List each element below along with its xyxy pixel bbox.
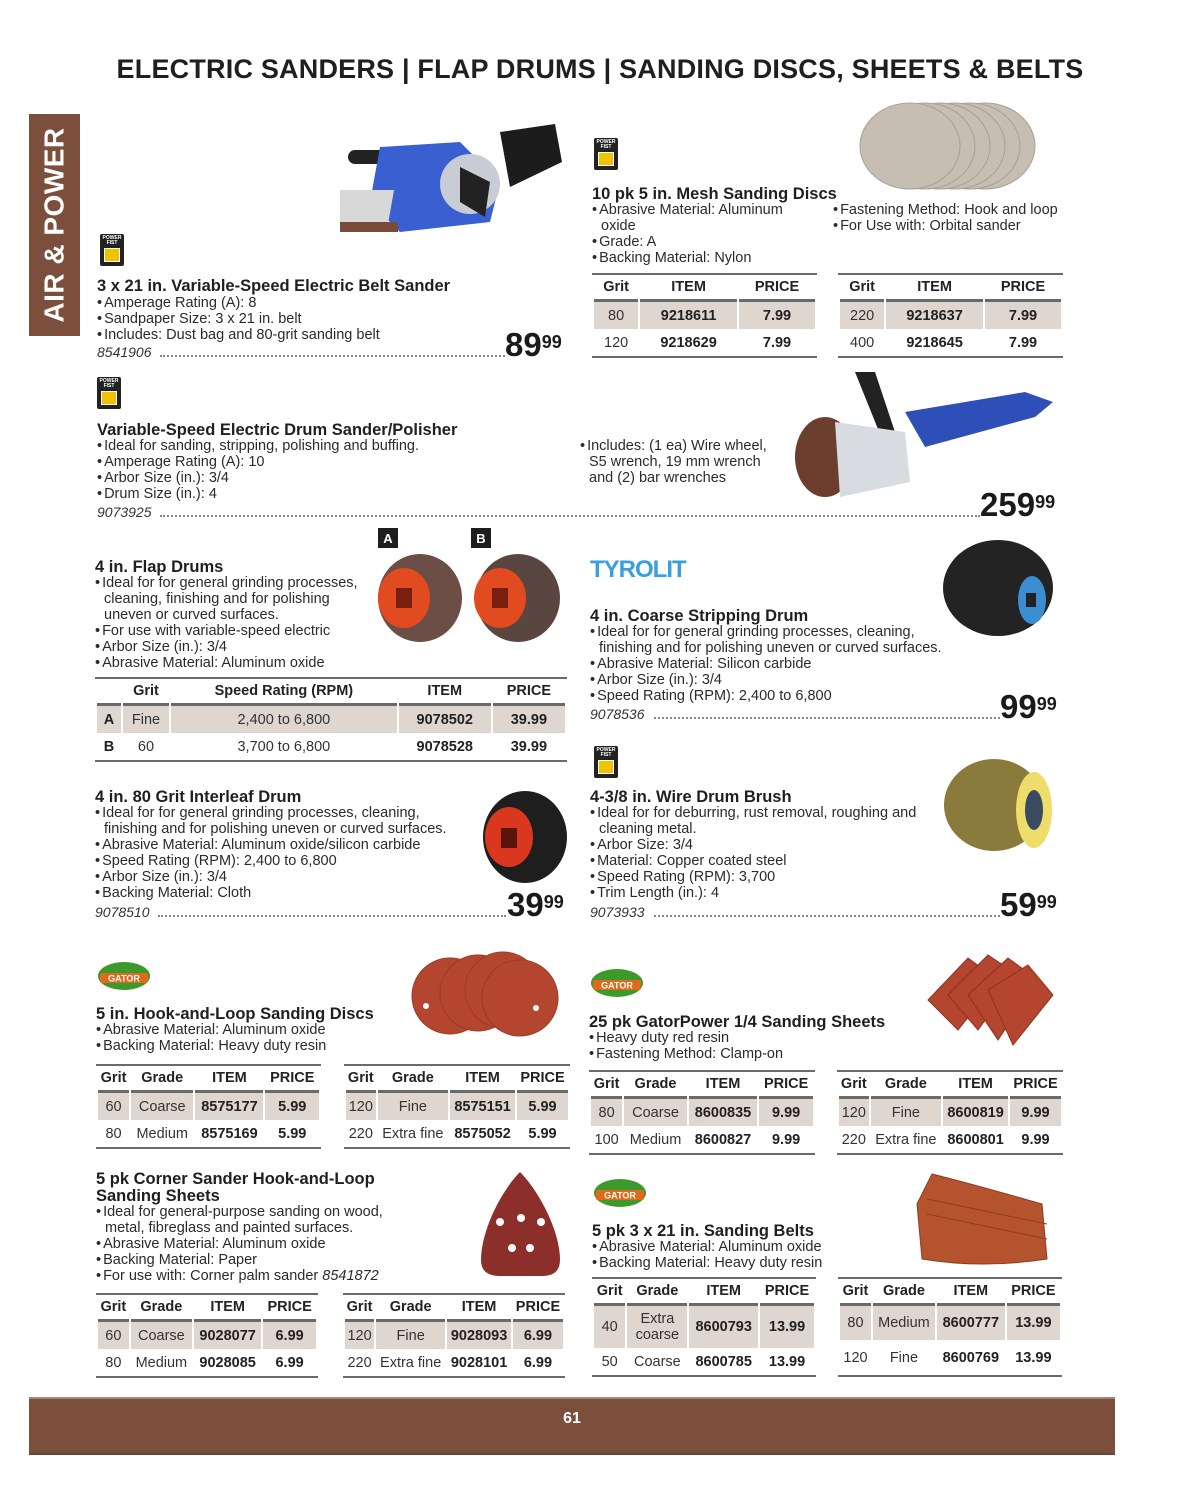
table-row: B 60 3,700 to 6,800 9078528 39.99: [103, 738, 548, 755]
svg-text:GATOR: GATOR: [601, 980, 633, 991]
product-bullets: • Ideal for for general grinding processes, cleaning, finishing and for polishing uneven or curved surfaces. • Abrasive Material: Aluminum oxide/silicon carbide • Speed Rating (RPM): 2,400 to 6,800 • Arbor Size (in.): 3/4 • Backing Material: Cloth: [95, 805, 475, 901]
table-row: 400 9218645 7.99: [850, 334, 1038, 351]
product-bullets: • Ideal for for general grinding processes, cleaning, finishing and for polishing uneven or curved surfaces. • Abrasive Material: Silicon carbide • Arbor Size (in.): 3/4 • Speed Rating (RPM): 2,400 to 6,800: [590, 624, 960, 704]
price: $89^{99}$: [505, 326, 562, 363]
image-label-b: B: [471, 528, 491, 548]
table-row: 220 Extra fine 8600801 9.99: [841, 1131, 1050, 1148]
spec-table-right: Grit Grade ITEM PRICE 120 Fine 8600819 9.99 220 Extra fine 8600801 9.99: [837, 1070, 1063, 1155]
flap-drum-b-image: [468, 552, 560, 644]
table-row: A Fine 2,400 to 6,800 9078502 39.99: [97, 706, 565, 733]
product-bullets: • Ideal for for deburring, rust removal, roughing and cleaning metal. • Arbor Size: 3/4 • Material: Copper coated steel • Speed Rating (RPM): 3,700 • Trim Length (in.): 4: [590, 805, 920, 901]
product-bullets: • Ideal for general-purpose sanding on wood, metal, fibreglass and painted surfaces. • Abrasive Material: Aluminum oxide • Backing Material: Paper • For use with: Corner palm sander 8541872: [96, 1204, 406, 1284]
hl-discs-image: [408, 948, 563, 1043]
powerfist-logo-icon: POWER FIST: [100, 234, 124, 266]
product-name: 4 in. Flap Drums: [95, 558, 224, 576]
product-name: 25 pk GatorPower 1/4 Sanding Sheets: [589, 1013, 886, 1031]
table-row: 120 Fine 8600769 13.99: [843, 1349, 1052, 1366]
powerfist-logo-icon: POWER FIST: [594, 746, 618, 778]
spec-table-right: Grit Grade ITEM PRICE 80 Medium 8600777 13.99 120 Fine 8600769 13.99: [838, 1277, 1062, 1377]
table-row: 80 Medium 9028085 6.99: [105, 1354, 304, 1371]
table-row: 60 Coarse 8575177 5.99: [98, 1093, 319, 1120]
table-row: 220 Extra fine 8575052 5.99: [348, 1125, 557, 1142]
leader-dots: [654, 915, 1000, 917]
price: $99^{99}$: [1000, 688, 1057, 725]
product-bullets: • Abrasive Material: Aluminum oxide • Grade: A • Backing Material: Nylon: [592, 202, 792, 266]
table-row: 220 Extra fine 9028101 6.99: [347, 1354, 553, 1371]
belt-sander-image: [340, 122, 570, 250]
table-row: 80 Medium 8600777 13.99: [840, 1306, 1060, 1340]
product-name: 5 pk 3 x 21 in. Sanding Belts: [592, 1222, 814, 1240]
product-name: 5 pk Corner Sander Hook-and-Loop: [96, 1170, 375, 1188]
mesh-discs-image: [855, 102, 1040, 190]
stripping-drum-image: [940, 538, 1058, 638]
tyrolit-logo-icon: TYROLIT: [590, 556, 686, 583]
product-bullets: • Abrasive Material: Aluminum oxide • Backing Material: Heavy duty resin: [592, 1239, 892, 1271]
leader-dots: [654, 717, 1000, 719]
section-tab: [29, 114, 80, 336]
product-name-line2: Sanding Sheets: [96, 1187, 220, 1205]
price: $39^{99}$: [507, 886, 564, 923]
product-bullets: • Fastening Method: Hook and loop • For Use with: Orbital sander: [833, 202, 1063, 234]
powerfist-logo-icon: POWER FIST: [594, 138, 618, 170]
product-bullets: • Ideal for for general grinding processes, cleaning, finishing and for polishing uneven or curved surfaces. • For use with variable-speed electric • Arbor Size (in.): 3/4 • Abrasive Material: Aluminum oxide: [95, 575, 375, 671]
product-name: 5 in. Hook-and-Loop Sanding Discs: [96, 1005, 374, 1023]
spec-table-right: Grit ITEM PRICE 220 9218637 7.99 400 9218645 7.99: [838, 273, 1063, 358]
product-name: 4 in. Coarse Stripping Drum: [590, 607, 809, 625]
spec-table-left: Grit Grade ITEM PRICE 40 Extra coarse 8600793 13.99 50 Coarse 8600785 13.99: [592, 1277, 816, 1377]
leader-dots: [160, 515, 980, 517]
leader-dots: [158, 915, 506, 917]
product-name: 3 x 21 in. Variable-Speed Electric Belt Sander: [97, 277, 451, 295]
sku: 9073933: [590, 904, 645, 920]
product-bullets: • Abrasive Material: Aluminum oxide • Backing Material: Heavy duty resin: [96, 1022, 396, 1054]
sku: 9078510: [95, 904, 150, 920]
product-name: 4 in. 80 Grit Interleaf Drum: [95, 788, 302, 806]
sku: 9073925: [97, 504, 152, 520]
spec-table-right: Grit Grade ITEM PRICE 120 Fine 9028093 6.99 220 Extra fine 9028101 6.99: [343, 1293, 565, 1378]
spec-table-left: Grit ITEM PRICE 80 9218611 7.99 120 9218629 7.99: [592, 273, 817, 358]
spec-table-left: Grit Grade ITEM PRICE 60 Coarse 8575177 5.99 80 Medium 8575169 5.99: [96, 1064, 321, 1149]
interleaf-drum-image: [475, 790, 570, 885]
table-row: 220 9218637 7.99: [840, 302, 1061, 329]
table-row: 120 Fine 9028093 6.99: [345, 1322, 563, 1349]
product-bullets: • Ideal for sanding, stripping, polishing and buffing. • Amperage Rating (A): 10 • Arbor Size (in.): 3/4 • Drum Size (in.): 4: [97, 438, 517, 502]
table-row: 120 9218629 7.99: [604, 334, 792, 351]
table-row: 80 9218611 7.99: [594, 302, 815, 329]
table-row: 120 Fine 8575151 5.99: [346, 1093, 568, 1120]
gator-logo-icon: [589, 967, 645, 997]
gator-logo-icon: [96, 960, 152, 990]
table-row: 80 Coarse 8600835 9.99: [591, 1099, 813, 1126]
spec-table-left: Grit Grade ITEM PRICE 80 Coarse 8600835 9.99 100 Medium 8600827 9.99: [589, 1070, 815, 1155]
spec-table-right: Grit Grade ITEM PRICE 120 Fine 8575151 5.99 220 Extra fine 8575052 5.99: [344, 1064, 570, 1149]
image-label-a: A: [378, 528, 398, 548]
table-row: 40 Extra coarse 8600793 13.99: [594, 1306, 814, 1348]
page-title: ELECTRIC SANDERS | FLAP DRUMS | SANDING DISCS, SHEETS & BELTS: [116, 54, 1084, 84]
table-row: 120 Fine 8600819 9.99: [839, 1099, 1061, 1126]
section-tab-label: AIR & POWER: [38, 127, 70, 323]
sku: 9078536: [590, 706, 645, 722]
page-footer: [29, 1397, 1115, 1455]
table-row: 60 Coarse 9028077 6.99: [98, 1322, 316, 1349]
table-row: 50 Coarse 8600785 13.99: [601, 1353, 806, 1370]
leader-dots: [160, 355, 505, 357]
sanding-sheets-image: [918, 950, 1058, 1050]
gator-logo-icon: [592, 1177, 648, 1207]
product-bullets: • Amperage Rating (A): 8 • Sandpaper Size: 3 x 21 in. belt • Includes: Dust bag and 80-grit sanding belt: [97, 295, 497, 343]
table-row: 80 Medium 8575169 5.99: [105, 1125, 307, 1142]
product-bullets: • Heavy duty red resin • Fastening Method: Clamp-on: [589, 1030, 889, 1062]
product-name: 10 pk 5 in. Mesh Sanding Discs: [592, 185, 837, 203]
drum-sander-image: [795, 372, 1055, 500]
corner-sheet-image: [478, 1170, 563, 1278]
table-row: 100 Medium 8600827 9.99: [594, 1131, 801, 1148]
sanding-belts-image: [912, 1164, 1052, 1269]
product-bullets: • Includes: (1 ea) Wire wheel, S5 wrench, 19 mm wrench and (2) bar wrenches: [580, 438, 780, 486]
sku: 8541906: [97, 344, 152, 360]
page-number: 61: [563, 1410, 581, 1427]
price: $259^{99}$: [980, 486, 1056, 523]
price: $59^{99}$: [1000, 886, 1057, 923]
product-name: Variable-Speed Electric Drum Sander/Polisher: [97, 421, 458, 439]
spec-table: Grit Speed Rating (RPM) ITEM PRICE A Fine 2,400 to 6,800 9078502 39.99 B 60 3,700 to 6,800 9078528 39.99: [95, 677, 567, 762]
svg-text:GATOR: GATOR: [604, 1190, 636, 1201]
spec-table-left: Grit Grade ITEM PRICE 60 Coarse 9028077 6.99 80 Medium 9028085 6.99: [96, 1293, 318, 1378]
product-name: 4-3/8 in. Wire Drum Brush: [590, 788, 792, 806]
svg-text:GATOR: GATOR: [108, 973, 140, 984]
powerfist-logo-icon: POWER FIST: [97, 377, 121, 409]
flap-drum-a-image: [372, 552, 464, 644]
wire-brush-image: [942, 755, 1057, 855]
